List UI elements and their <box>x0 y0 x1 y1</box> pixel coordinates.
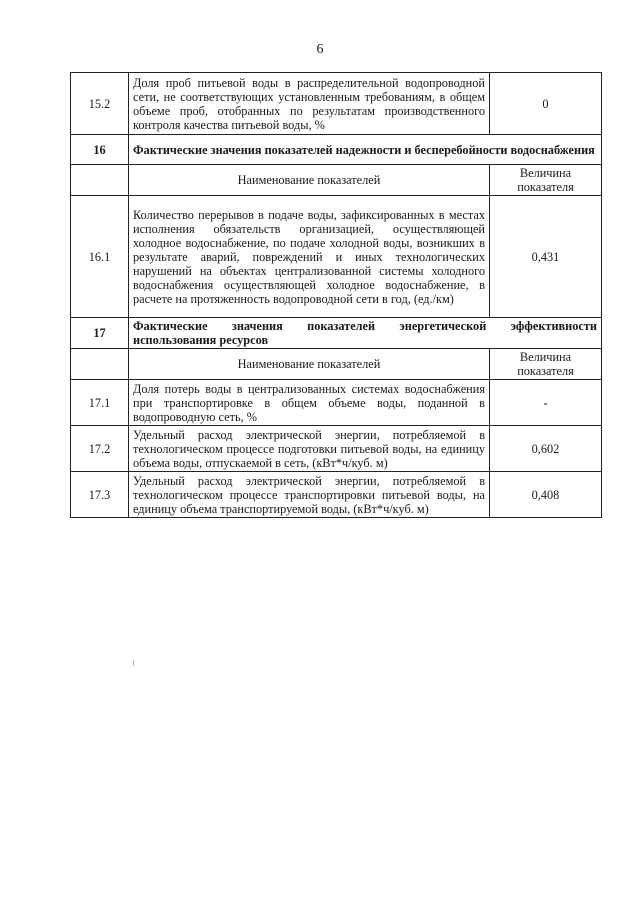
indicator-description: Доля потерь воды в централизованных системах водоснабжения при транспортировке в общем объеме воды, поданной в водопроводную сеть, % <box>129 380 490 426</box>
section-header-row <box>71 318 602 349</box>
row-number: 17.1 <box>71 380 129 426</box>
column-header-name: Наименование показателей <box>129 349 490 380</box>
section-title: Фактические значения показателей надежности и бесперебойности водоснабжения <box>129 135 602 165</box>
indicator-value: 0,431 <box>490 196 602 318</box>
row-number: 17.2 <box>71 426 129 472</box>
indicator-value: - <box>490 380 602 426</box>
indicator-description: Удельный расход электрической энергии, потребляемой в технологическом процессе подготовки питьевой воды, на единицу объема воды, отпускаемой в сеть, (кВт*ч/куб. м) <box>129 426 490 472</box>
empty-cell <box>71 349 129 380</box>
table-row <box>71 426 602 472</box>
indicator-description: Удельный расход электрической энергии, потребляемой в технологическом процессе транспортировки питьевой воды, на единицу объема транспортируемой воды, (кВт*ч/куб. м) <box>129 472 490 518</box>
column-header-value: Величина показателя <box>490 349 602 380</box>
row-number: 15.2 <box>71 73 129 135</box>
table-row <box>71 472 602 518</box>
table-row <box>71 380 602 426</box>
section-title: Фактические значения показателей энергетической эффективности использования ресурсов <box>129 318 602 349</box>
indicators-table <box>70 72 602 518</box>
section-number: 17 <box>71 318 129 349</box>
column-header-row <box>71 165 602 196</box>
indicator-value: 0 <box>490 73 602 135</box>
column-header-value: Величина показателя <box>490 165 602 196</box>
indicator-value: 0,602 <box>490 426 602 472</box>
indicator-value: 0,408 <box>490 472 602 518</box>
column-header-row <box>71 349 602 380</box>
row-number: 16.1 <box>71 196 129 318</box>
indicator-description: Доля проб питьевой воды в распределительной водопроводной сети, не соответствующих установленным требованиям, в общем объеме проб, отобранных по результатам производственного контроля качества питьевой воды, % <box>129 73 490 135</box>
section-number: 16 <box>71 135 129 165</box>
section-header-row <box>71 135 602 165</box>
empty-cell <box>71 165 129 196</box>
table-row <box>71 73 602 135</box>
indicator-description: Количество перерывов в подаче воды, зафиксированных в местах исполнения обязательств организацией, осуществляющей холодное водоснабжение, по подаче холодной воды, возникших в результате аварий, повреждений и иных технологических нарушений на объектах централизованной системы холодного водоснабжения осуществляющей холодное водоснабжение, в расчете на протяженность водопроводной сети в год, (ед./км) <box>129 196 490 318</box>
row-number: 17.3 <box>71 472 129 518</box>
column-header-name: Наименование показателей <box>129 165 490 196</box>
page-number: 6 <box>316 42 324 57</box>
scan-mark <box>133 660 134 666</box>
table-row <box>71 196 602 318</box>
